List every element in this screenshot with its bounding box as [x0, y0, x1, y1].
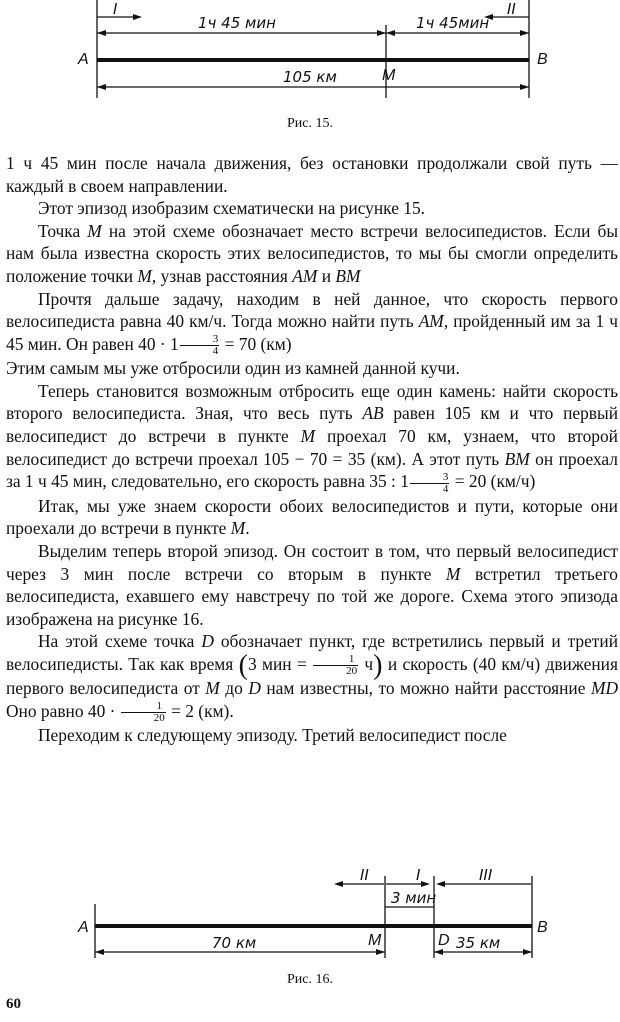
text-span: D [248, 678, 261, 699]
figure-15-caption: Рис. 15. [287, 116, 333, 131]
figure-16-caption: Рис. 16. [287, 972, 333, 987]
text-span: и скорость (40 км/ч) движения первого велосипедиста от [6, 653, 618, 699]
paragraph [6, 197, 618, 220]
text-span: Прочтя дальше задачу, находим в ней данное, что скорость первого велосипедиста равна 40 км/ч. Тогда можно найти путь [6, 288, 618, 332]
text-span: M [205, 678, 220, 699]
text-span: обозначает пункт, где встретились первый и третий велосипедисты. Так как время [6, 631, 619, 674]
figure-16 [0, 866, 620, 966]
text-span: На этой схеме точка [38, 631, 202, 652]
text-span: на этой схеме обозначает место встречи велосипедистов. Если бы нам была известна скорость этих велосипедистов, то мы бы смогли определить положение точки [6, 220, 619, 286]
text-span: Оно равно 40 · [6, 700, 120, 721]
point-a: A [78, 919, 89, 936]
text-span: AM [418, 311, 444, 332]
paragraph [6, 630, 618, 724]
paragraph [6, 288, 618, 358]
text-span: AM [292, 265, 318, 286]
fraction-denominator: 4 [442, 482, 449, 495]
text-span: Переходим к следующему эпизоду. Третий велосипедист после [38, 725, 507, 746]
text-span: Точка [38, 220, 88, 241]
text-span: ч [359, 653, 374, 674]
paragraph [6, 380, 618, 495]
text-span: , пройденный им за 1 ч 45 мин. Он равен 40 · 1 [6, 311, 618, 354]
text-span: M [137, 265, 152, 286]
text-span: Этим самым мы уже отбросили один из камней данной кучи. [6, 358, 460, 379]
marker-i: I [416, 866, 421, 884]
text-span: = 2 (км). [166, 700, 234, 721]
fraction-numerator: 3 [410, 472, 450, 484]
text-span: он проехал за 1 ч 45 мин, следовательно, его скорость равна 35 : 1 [6, 448, 618, 492]
body-text [6, 152, 618, 747]
text-span: нам известны, то можно найти расстояние [260, 678, 591, 699]
point-d: D [438, 932, 450, 949]
paragraph [6, 152, 618, 197]
paragraph [6, 540, 618, 630]
fraction [180, 334, 220, 357]
text-span: BM [504, 448, 530, 469]
fraction [410, 472, 450, 495]
fraction-denominator: 20 [346, 665, 358, 678]
point-a: A [78, 51, 89, 68]
text-span: M [300, 426, 316, 447]
page-number: 60 [6, 996, 21, 1012]
text-span: встретил третьего велосипедиста, ехавшего ему навстречу по той же дороге. Схема этого эпизода изображена на рисунке 16. [6, 563, 618, 629]
text-span: MD [590, 678, 618, 699]
text-span: проехал 70 км, узнаем, что второй велосипедист до встречи проехал 105 − 70 = 35 (км). А этот путь [6, 426, 618, 469]
point-b: B [537, 51, 548, 68]
text-span: до [219, 678, 249, 699]
fraction [121, 701, 166, 724]
paren: ( [238, 649, 248, 681]
fraction-denominator: 4 [212, 345, 219, 358]
text-span: , узнав расстояния [151, 265, 293, 286]
distance-label: 105 км [283, 68, 337, 86]
paragraph [6, 495, 618, 540]
text-span: D [201, 631, 214, 652]
distance-right-label: 35 км [456, 934, 501, 952]
text-span: Этот эпизод изобразим схематически на рисунке 15. [38, 198, 425, 219]
marker-ii: II [360, 866, 369, 884]
fraction-numerator: 3 [180, 334, 220, 346]
point-m: M [368, 932, 382, 949]
time-label: 3 мин [391, 889, 437, 907]
text-span: AB [362, 403, 384, 424]
fraction-numerator: 1 [313, 654, 358, 666]
paragraph [6, 220, 618, 288]
paren: ) [373, 649, 383, 681]
text-span: = 70 (км) [220, 333, 292, 354]
figure-16-diagram [0, 866, 620, 966]
marker-ii: II [507, 0, 516, 18]
segment-left-label: 1ч 45 мин [198, 14, 276, 32]
fraction-numerator: 1 [121, 701, 166, 713]
text-span: Теперь становится возможным отбросить еще один камень: найти скорость второго велосипедиста. Зная, что весь путь [6, 380, 618, 424]
text-span: 3 мин = [247, 653, 313, 674]
figure-15 [0, 0, 620, 115]
text-span: M [87, 220, 102, 241]
text-span: равен 105 км и что первый велосипедист до встречи в пункте [6, 403, 619, 447]
text-span: M [230, 518, 246, 539]
text-span: M [445, 563, 461, 584]
point-m: M [382, 67, 396, 84]
text-span: и [317, 265, 336, 286]
point-b: B [537, 919, 548, 936]
segment-right-label: 1ч 45мин [416, 14, 490, 32]
text-span: = 20 (км/ч) [450, 471, 536, 492]
paragraph [6, 724, 618, 747]
text-span: . [245, 518, 250, 539]
distance-left-label: 70 км [212, 934, 257, 952]
figure-15-diagram [0, 0, 620, 115]
marker-i: I [113, 0, 118, 18]
marker-iii: III [479, 866, 493, 884]
fraction-denominator: 20 [153, 712, 165, 725]
text-span: BM [335, 265, 361, 286]
fraction [313, 654, 358, 677]
text-span: Выделим теперь второй эпизод. Он состоит в том, что первый велосипедист через 3 мин после встречи со вторым в пункте [6, 540, 618, 584]
text-span: 1 ч 45 мин после начала движения, без остановки продолжали свой путь — каждый в своем направлении. [6, 153, 618, 196]
paragraph [6, 357, 618, 380]
text-span: Итак, мы уже знаем скорости обоих велосипедистов и пути, которые они проехали до встречи в пункте [6, 495, 618, 539]
